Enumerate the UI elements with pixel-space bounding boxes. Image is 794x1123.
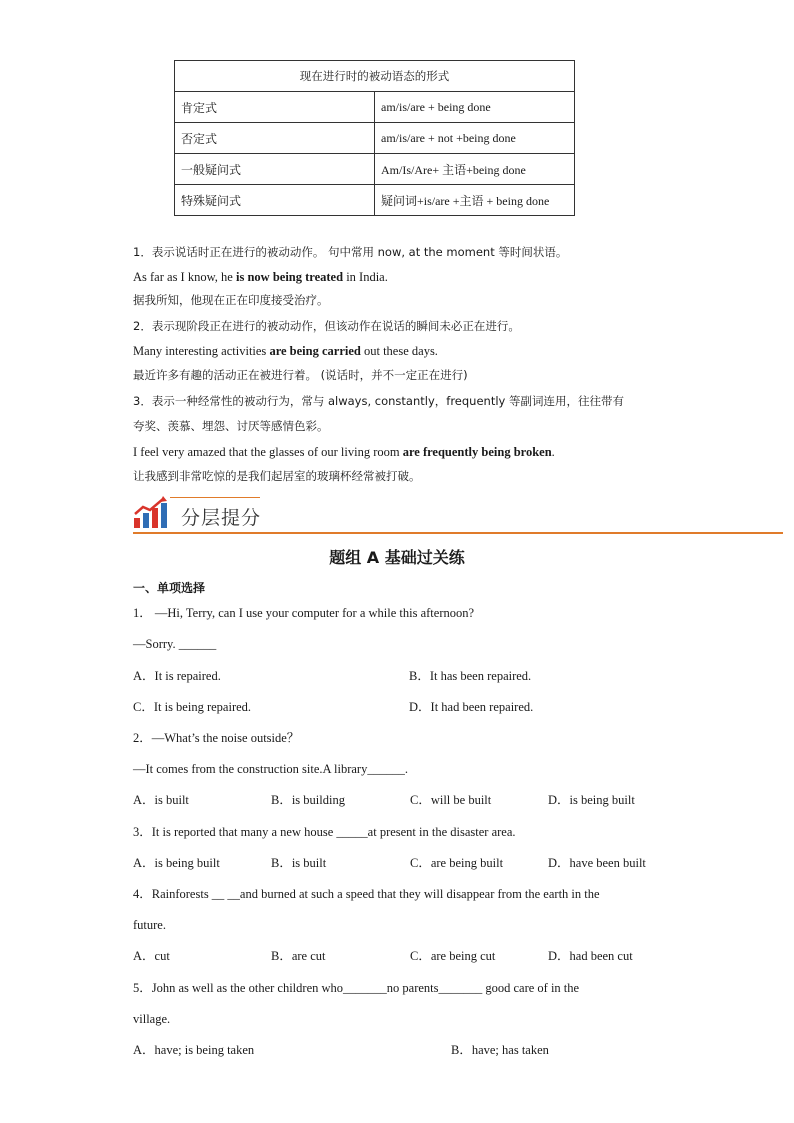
usage-1-title: 1．表示说话时正在进行的被动动作。 句中常用 now, at the moment 等时间状语。 [133,245,568,259]
chart-growth-icon [133,496,169,530]
table-header-row [175,61,575,92]
section-title: 一、单项选择 [133,581,206,595]
option-a[interactable]: A．have; is being taken [133,1043,255,1057]
option-d[interactable]: D．had been cut [548,949,633,963]
example-bold: is now [235,270,270,284]
example-text: I feel very amazed that the glasses of our living room [133,445,403,459]
table-cell-label: 肯定式 [175,92,375,123]
option-c[interactable]: C．are being cut [410,949,496,963]
option-d[interactable]: D．have been built [548,856,646,870]
table-row [175,123,575,154]
example-bold: being treated [272,270,344,284]
option-c[interactable]: C．will be built [410,793,492,807]
example-text: Many interesting activities [133,344,270,358]
option-b[interactable]: B．It has been repaired. [409,669,532,683]
table-header: 现在进行时的被动语态的形式 [175,61,575,92]
option-c[interactable]: C．It is being repaired. [133,700,252,714]
usage-3-title-line1: 3．表示一种经常性的被动行为，常与 always, constantly，frequently 等副词连用，往往带有 [133,394,624,408]
passive-voice-form-table [174,60,575,216]
example-text: out these days. [360,344,438,358]
usage-2-translation: 最近许多有趣的活动正在被进行着。 (说话时，并不一定正在进行) [133,368,468,382]
example-text: . [551,445,555,459]
banner-top-line [170,497,260,498]
option-d[interactable]: D．It had been repaired. [409,700,534,714]
option-b[interactable]: B．is building [271,793,345,807]
table-cell-label: 一般疑问式 [175,154,375,185]
option-b[interactable]: B．are cut [271,949,326,963]
question-2-stem: 2．—What’s the noise outside？ [133,731,300,745]
question-3-stem: 3．It is reported that many a new house _____at present in the disaster area. [133,825,516,839]
usage-3-translation: 让我感到非常吃惊的是我们起居室的玻璃杯经常被打破。 [133,469,421,483]
option-a[interactable]: A．is being built [133,856,220,870]
banner-divider [133,532,783,534]
example-bold: are being carried [269,344,361,358]
example-text: As far as I know, he [133,270,236,284]
option-a[interactable]: A．is built [133,793,189,807]
question-5-stem-cont: village. [133,1012,171,1026]
question-4-stem-cont: future. [133,918,166,932]
table-cell-label: 否定式 [175,123,375,154]
question-4-stem: 4．Rainforests __ __and burned at such a speed that they will disappear from the earth in the [133,887,600,901]
question-1-dialogue: —Sorry. ______ [133,637,217,651]
table-cell-form: Am/Is/Are+ 主语+being done [375,154,575,185]
option-c[interactable]: C．are being built [410,856,504,870]
usage-2-title: 2．表示现阶段正在进行的被动动作，但该动作在说话的瞬间未必正在进行。 [133,319,520,333]
table-row [175,154,575,185]
option-b[interactable]: B．is built [271,856,327,870]
question-1-stem: 1． —Hi, Terry, can I use your computer for a while this afternoon? [133,606,475,620]
option-a[interactable]: A．cut [133,949,170,963]
option-d[interactable]: D．is being built [548,793,635,807]
usage-2-example [133,343,438,359]
usage-1-example [133,269,388,285]
section-banner-title: 分层提分 [181,507,262,529]
table-cell-form: am/is/are + not +being done [375,123,575,154]
table-cell-label: 特殊疑问式 [175,185,375,216]
usage-1-translation: 据我所知，他现在正在印度接受治疗。 [133,293,329,307]
table-cell-form: am/is/are + being done [375,92,575,123]
group-title: 题组 A 基础过关练 [329,548,465,567]
table-row [175,185,575,216]
option-b[interactable]: B．have; has taken [451,1043,549,1057]
question-5-stem: 5．John as well as the other children who_______no parents_______ good care of in the [133,981,580,995]
table-row [175,92,575,123]
option-a[interactable]: A．It is repaired. [133,669,221,683]
usage-3-example [133,444,555,460]
example-bold: are frequently being broken [402,445,552,459]
usage-3-title-line2: 夸奖、羡慕、埋怨、讨厌等感情色彩。 [133,419,329,433]
question-2-dialogue: —It comes from the construction site.A library______. [133,762,408,776]
example-text: in India. [343,270,388,284]
table-cell-form: 疑问词+is/are +主语 + being done [375,185,575,216]
